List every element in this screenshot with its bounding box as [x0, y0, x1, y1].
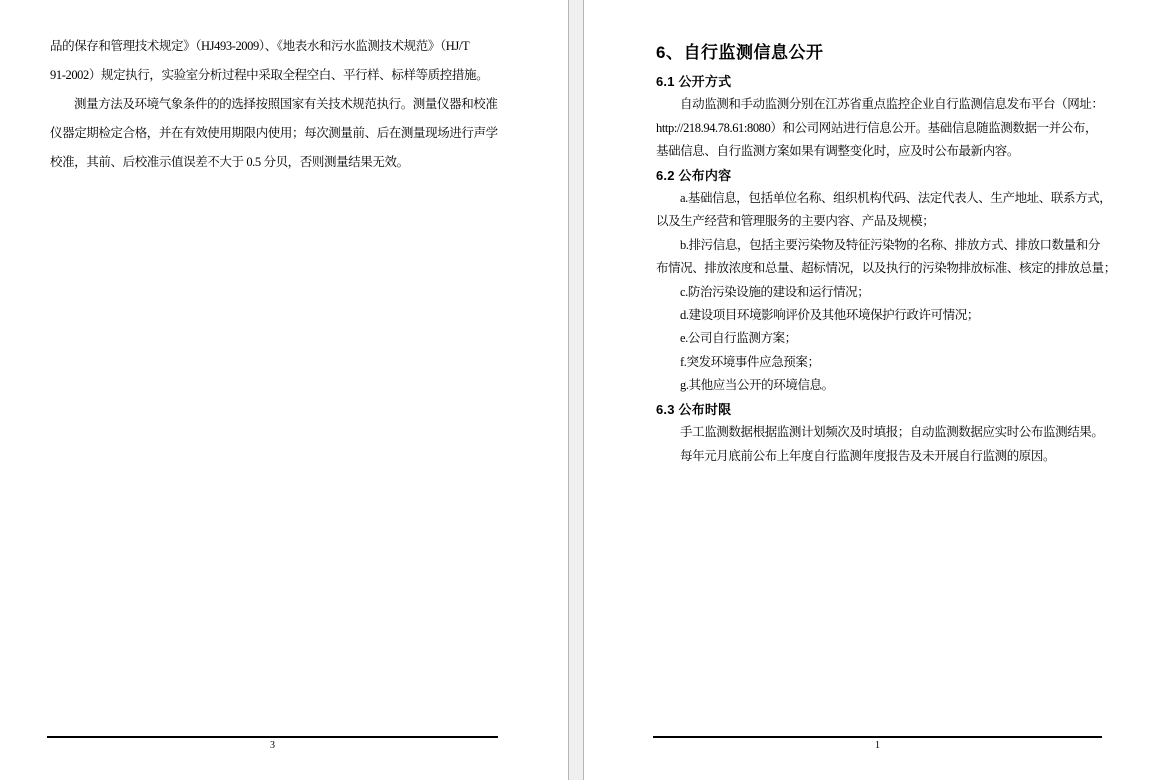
- text-line: 仪器定期检定合格，并在有效使用期限内使用；每次测量前、后在测量现场进行声学: [50, 126, 498, 140]
- footer-rule: [47, 736, 498, 738]
- text-line: 自动监测和手动监测分别在江苏省重点监控企业自行监测信息发布平台（网址：: [680, 97, 1104, 112]
- text-line: 以及生产经营和管理服务的主要内容、产品及规模；: [656, 214, 935, 229]
- text-line: 手工监测数据根据监测计划频次及时填报；自动监测数据应实时公布监测结果。: [680, 425, 1104, 440]
- subsection-title-6-2: 6.2 公布内容: [656, 167, 732, 183]
- text-line: f.突发环境事件应急预案；: [680, 354, 820, 369]
- text-line: 基础信息、自行监测方案如果有调整变化时，应及时公布最新内容。: [656, 144, 1020, 159]
- text-line: 布情况、排放浓度和总量、超标情况，以及执行的污染物排放标准、核定的排放总量；: [656, 261, 1116, 276]
- section-heading: 6、自行监测信息公开: [656, 43, 824, 62]
- left-page-body: [50, 32, 512, 177]
- subsection-title-6-1: 6.1 公开方式: [656, 74, 732, 89]
- paragraph: [50, 90, 512, 177]
- text-line: a.基础信息，包括单位名称、组织机构代码、法定代表人、生产地址、联系方式，: [680, 191, 1112, 206]
- text-line: 校准，其前、后校准示值误差不大于 0.5 分贝，否则测量结果无效。: [50, 155, 409, 169]
- text-line: b.排污信息，包括主要污染物及特征污染物的名称、排放方式、排放口数量和分: [680, 237, 1100, 252]
- text-line: e.公司自行监测方案；: [680, 331, 797, 346]
- text-line: d.建设项目环境影响评价及其他环境保护行政许可情况；: [680, 308, 979, 323]
- document-page-right: [584, 0, 1149, 780]
- paragraph: [50, 32, 512, 90]
- page-gap-divider: [568, 0, 584, 780]
- text-line: c.防治污染设施的建设和运行情况；: [680, 284, 870, 299]
- subsection-title-6-3: 6.3 公布时限: [656, 401, 732, 417]
- text-line: 测量方法及环境气象条件的的选择按照国家有关技术规范执行。测量仪器和校准: [74, 97, 498, 111]
- text-line: 91-2002）规定执行，实验室分析过程中采取全程空白、平行样、标样等质控措施。: [50, 68, 489, 82]
- text-line: g.其他应当公开的环境信息。: [680, 378, 834, 393]
- text-line: 每年元月底前公布上年度自行监测年度报告及未开展自行监测的原因。: [680, 448, 1056, 463]
- page-number: 3: [270, 740, 275, 751]
- right-page-body: [656, 42, 1116, 468]
- page-number: 1: [875, 740, 880, 751]
- text-line: http://218.94.78.61:8080）和公司网站进行信息公开。基础信息随监测数据一并公布，: [656, 120, 1098, 135]
- text-line: 品的保存和管理技术规定》（HJ493-2009）、《地表水和污水监测技术规范》（HJ/T: [50, 39, 470, 53]
- document-page-left: [0, 0, 568, 780]
- footer-rule: [653, 736, 1102, 738]
